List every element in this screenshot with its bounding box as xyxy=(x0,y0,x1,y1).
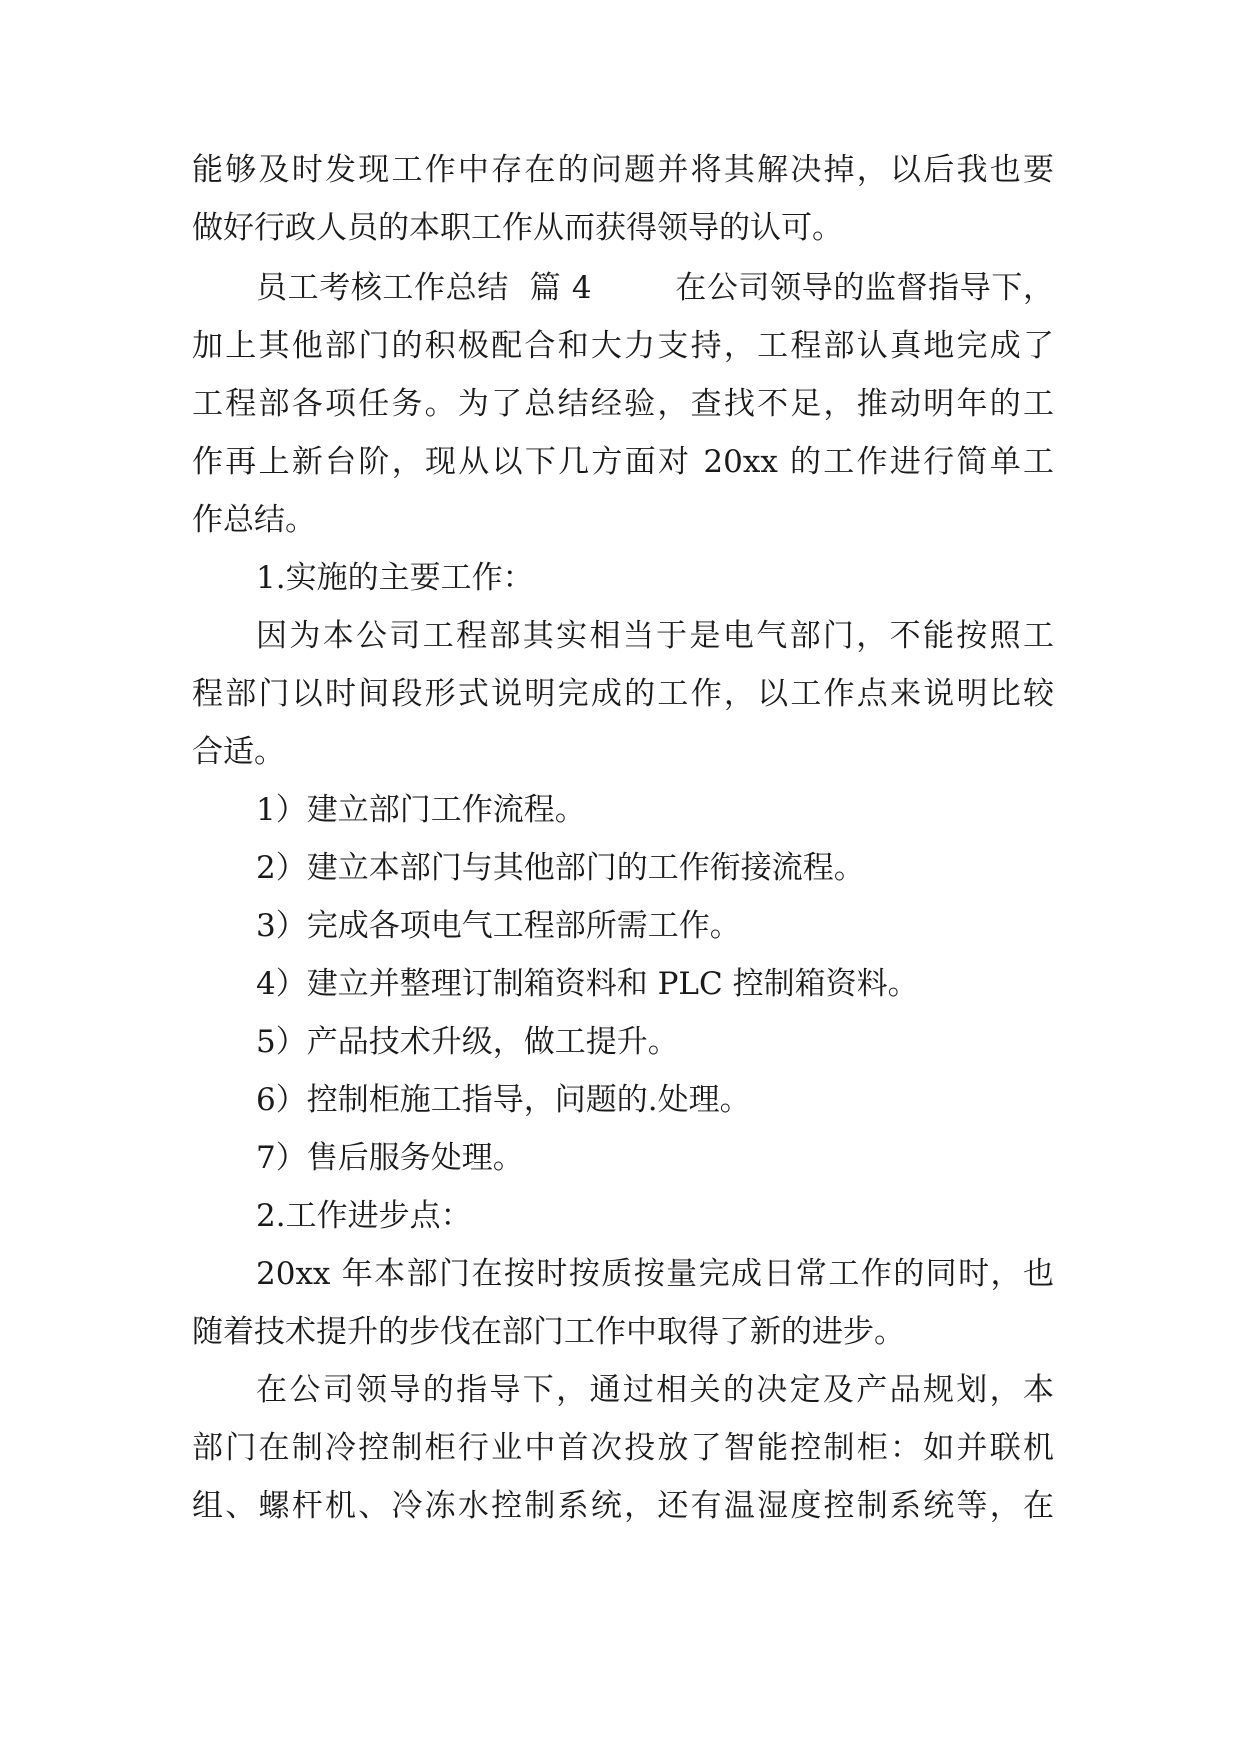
list-item: 7）售后服务处理。 xyxy=(256,1140,524,1176)
list-item: 3）完成各项电气工程部所需工作。 xyxy=(256,908,741,944)
paragraph-line: 加上其他部门的积极配合和大力支持，工程部认真地完成了 xyxy=(192,328,1054,364)
paragraph-line: 部门在制冷控制柜行业中首次投放了智能控制柜：如并联机 xyxy=(192,1430,1054,1466)
paragraph-line: 20xx 年本部门在按时按质按量完成日常工作的同时，也 xyxy=(256,1256,1054,1292)
paragraph-line: 能够及时发现工作中存在的问题并将其解决掉，以后我也要 xyxy=(192,152,1054,188)
paragraph-line: 作总结。 xyxy=(192,502,316,538)
paragraph-line: 程部门以时间段形式说明完成的工作，以工作点来说明比较 xyxy=(192,676,1054,712)
paragraph-line: 作再上新台阶，现从以下几方面对 20xx 的工作进行简单工 xyxy=(192,444,1054,480)
subheading-line: 1.实施的主要工作： xyxy=(256,560,534,596)
paragraph-line: 合适。 xyxy=(192,734,285,770)
section-heading-line: 员工考核工作总结 篇 4 在公司领导的监督指导下， xyxy=(256,270,1054,306)
paragraph-line: 做好行政人员的本职工作从而获得领导的认可。 xyxy=(192,210,843,246)
list-item: 4）建立并整理订制箱资料和 PLC 控制箱资料。 xyxy=(256,966,919,1002)
list-item: 5）产品技术升级，做工提升。 xyxy=(256,1024,679,1060)
list-item: 2）建立本部门与其他部门的工作衔接流程。 xyxy=(256,850,865,886)
list-item: 6）控制柜施工指导，问题的.处理。 xyxy=(256,1082,751,1118)
paragraph-line: 组、螺杆机、冷冻水控制系统，还有温湿度控制系统等，在 xyxy=(192,1488,1054,1524)
paragraph-line: 随着技术提升的步伐在部门工作中取得了新的进步。 xyxy=(192,1314,905,1350)
list-item: 1）建立部门工作流程。 xyxy=(256,792,586,828)
paragraph-line: 工程部各项任务。为了总结经验，查找不足，推动明年的工 xyxy=(192,386,1054,422)
subheading-line: 2.工作进步点： xyxy=(256,1198,472,1234)
paragraph-line: 在公司领导的指导下，通过相关的决定及产品规划，本 xyxy=(256,1372,1054,1408)
paragraph-line: 因为本公司工程部其实相当于是电气部门，不能按照工 xyxy=(256,618,1054,654)
